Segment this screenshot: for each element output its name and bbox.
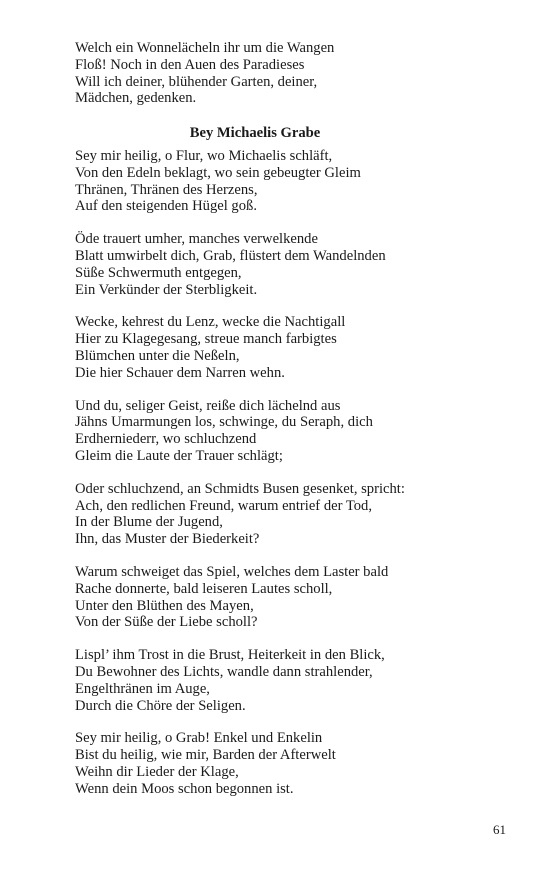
verse-line: Von der Süße der Liebe scholl? (75, 614, 258, 631)
poem-title: Bey Michaelis Grabe (189, 125, 321, 142)
verse-line: Engelthränen im Auge, (75, 680, 210, 697)
verse-line: Bist du heilig, wie mir, Barden der Afterwelt (75, 747, 336, 764)
verse-line: Warum schweiget das Spiel, welches dem Laster bald (75, 563, 389, 580)
verse-line: Sey mir heilig, o Flur, wo Michaelis schläft, (75, 147, 333, 164)
verse-line: Öde trauert umher, manches verwelkende (75, 231, 318, 248)
stanza (75, 564, 515, 631)
verse-line: Sey mir heilig, o Grab! Enkel und Enkelin (75, 730, 323, 747)
verse-line: Jähns Umarmungen los, schwinge, du Seraph, dich (75, 414, 373, 431)
opening-stanza (75, 40, 515, 107)
verse-line: Wecke, kehrest du Lenz, wecke die Nachtigall (75, 314, 346, 331)
verse-line: Und du, seliger Geist, reiße dich lächelnd aus (75, 397, 341, 414)
stanza (75, 730, 515, 797)
stanza (75, 481, 515, 548)
stanza (75, 148, 515, 215)
verse-line: Unter den Blüthen des Mayen, (75, 597, 254, 614)
stanza (75, 647, 515, 714)
verse-line: Süße Schwermuth entgegen, (75, 264, 242, 281)
verse-line: Erdherniederr, wo schluchzend (75, 431, 257, 448)
verse-line: Wenn dein Moos schon begonnen ist. (75, 780, 294, 797)
verse-line: Blümchen unter die Neßeln, (75, 347, 240, 364)
stanza (75, 398, 515, 465)
stanza (75, 314, 515, 381)
verse-line: Will ich deiner, blühender Garten, deiner, (75, 73, 318, 90)
verse-line: Thränen, Thränen des Herzens, (75, 181, 258, 198)
verse-line: Ein Verkünder der Sterbligkeit. (75, 281, 258, 298)
page-number: 61 (493, 822, 506, 837)
stanza (75, 231, 515, 298)
verse-line: Ihn, das Muster der Biederkeit? (75, 531, 260, 548)
verse-line: Rache donnerte, bald leiseren Lautes scholl, (75, 580, 333, 597)
verse-line: Von den Edeln beklagt, wo sein gebeugter Gleim (75, 164, 361, 181)
poem-page (75, 40, 515, 813)
verse-line: Weihn dir Lieder der Klage, (75, 763, 239, 780)
verse-line: In der Blume der Jugend, (75, 514, 223, 531)
verse-line: Durch die Chöre der Seligen. (75, 697, 246, 714)
verse-line: Hier zu Klagegesang, streue manch farbigtes (75, 331, 337, 348)
verse-line: Die hier Schauer dem Narren wehn. (75, 364, 285, 381)
verse-line: Oder schluchzend, an Schmidts Busen gesenket, spricht: (75, 480, 405, 497)
verse-line: Ach, den redlichen Freund, warum entrief der Tod, (75, 497, 372, 514)
verse-line: Lispl’ ihm Trost in die Brust, Heiterkeit in den Blick, (75, 647, 385, 664)
verse-line: Blatt umwirbelt dich, Grab, flüstert dem Wandelnden (75, 247, 386, 264)
verse-line: Floß! Noch in den Auen des Paradieses (75, 56, 305, 73)
verse-line: Auf den steigenden Hügel goß. (75, 198, 257, 215)
verse-line: Mädchen, gedenken. (75, 90, 197, 107)
verse-line: Du Bewohner des Lichts, wandle dann strahlender, (75, 663, 373, 680)
verse-line: Welch ein Wonnelächeln ihr um die Wangen (75, 40, 335, 56)
verse-line: Gleim die Laute der Trauer schlägt; (75, 447, 283, 464)
